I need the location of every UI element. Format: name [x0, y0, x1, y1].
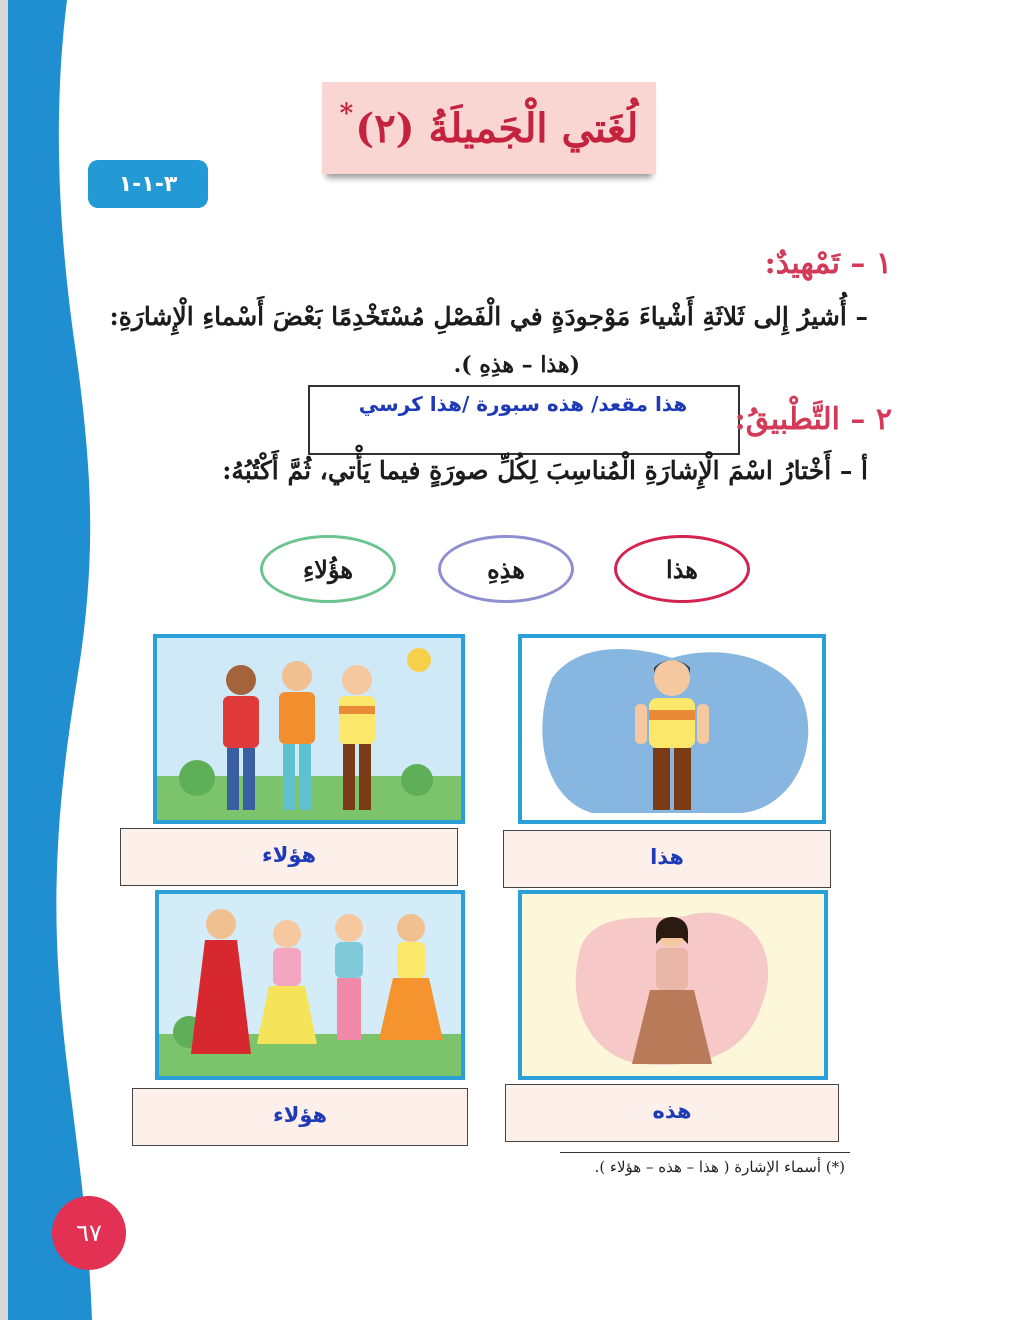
option-haulai-label: هؤُلاءِ [302, 554, 354, 584]
footnote-divider [560, 1152, 850, 1153]
answer-field-girl[interactable]: هذه [505, 1084, 839, 1142]
option-hatha [614, 535, 750, 603]
option-hathihi [438, 535, 574, 603]
title-text: لُغَتي الْجَميلَةُ (٢) [355, 104, 639, 152]
picture-boy [518, 634, 826, 824]
picture-girl [518, 890, 828, 1080]
girls-group-illustration [159, 894, 461, 1076]
answer-field-boy[interactable]: هذا [503, 830, 831, 888]
section2-heading: ٢ – التَّطْبيقُ: [734, 402, 892, 437]
answer-field-girls-group[interactable]: هؤلاء [132, 1088, 468, 1146]
picture-boys-group [153, 634, 465, 824]
page-title [322, 82, 656, 174]
boy-illustration [522, 638, 822, 820]
lesson-number-badge: ٣-١-١ [88, 160, 208, 208]
boys-group-illustration [157, 638, 461, 820]
section1-answer-text: هذا مقعد/ هذه سبورة /هذا كرسي [358, 392, 688, 416]
option-hatha-label: هذا [666, 554, 698, 584]
page-number: ٦٧ [52, 1196, 126, 1270]
footnote: (*) أسماء الإشارة ( هذا – هذه – هؤلاء ). [594, 1158, 845, 1176]
section1-heading: ١ – تَمْهيدٌ: [764, 246, 892, 281]
option-hathihi-label: هذِهِ [487, 554, 525, 584]
section2-instruction: أ – أَخْتارُ اسْمَ الْإِشارَةِ الْمُناسِبَ لِكُلِّ صورَةٍ فيما يَأْتي، ثُمَّ أَكْتُبُهُ: [222, 456, 868, 485]
answer-field-boys-group[interactable]: هؤلاء [120, 828, 458, 886]
title-footnote-mark: * [339, 99, 354, 129]
section1-instruction: – أُشيرُ إِلى ثَلاثَةِ أَشْياءَ مَوْجودَةٍ في الْفَصْلِ مُسْتَخْدِمًا بَعْضَ أَسْماءِ الْإِشارَةِ: [109, 302, 868, 331]
option-haulai [260, 535, 396, 603]
picture-girls-group [155, 890, 465, 1080]
girl-illustration [522, 894, 824, 1076]
section1-hint: (هذا – هذِهِ ). [453, 352, 580, 378]
